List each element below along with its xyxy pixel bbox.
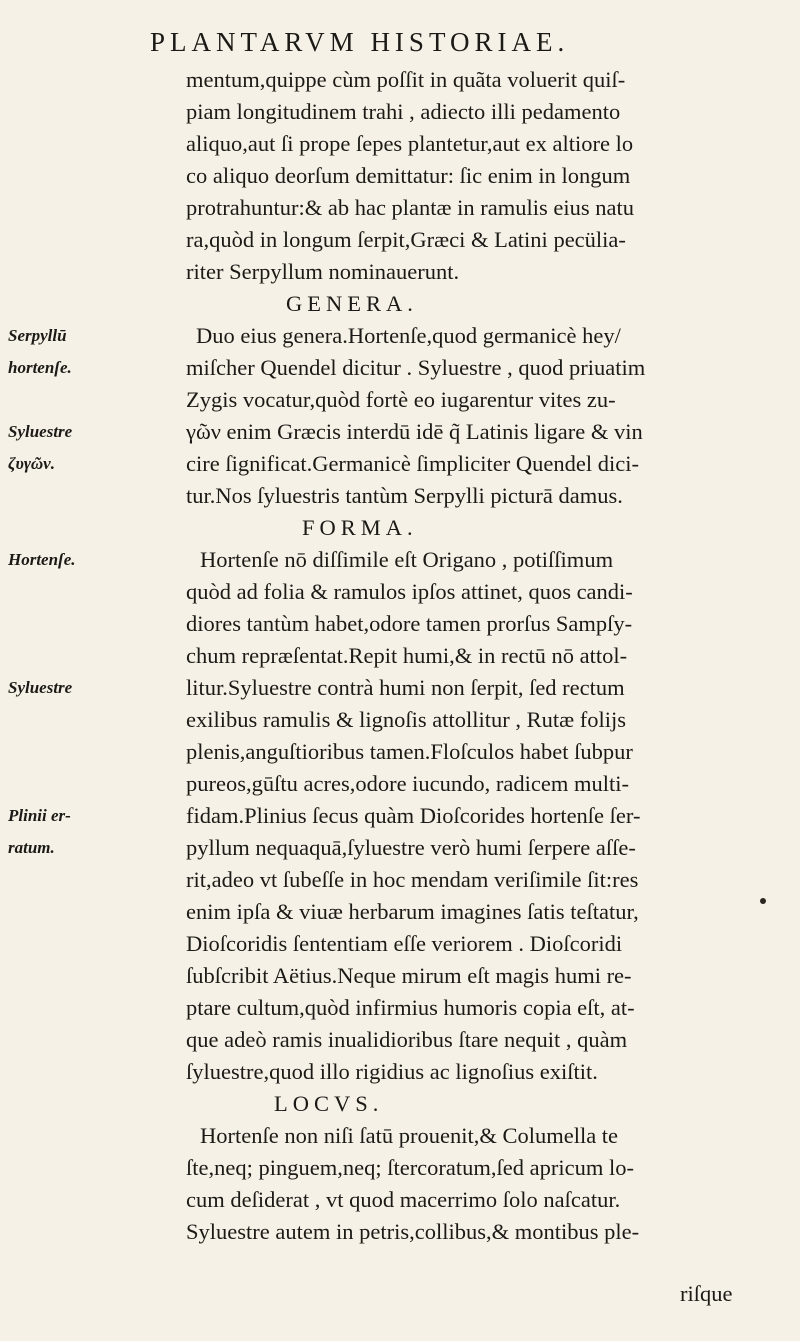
margin-note: ratum. — [8, 838, 55, 857]
margin-note: hortenſe. — [8, 358, 72, 377]
text-line: cire ſignificat.Germanicè ſimpliciter Quendel dici- — [186, 451, 639, 476]
text-line: chum repræſentat.Repit humi,& in rectū nō attol- — [186, 643, 628, 668]
ink-spot-icon — [760, 898, 766, 904]
text-line: Hortenſe non niſi ſatū prouenit,& Columella te — [200, 1123, 619, 1148]
catchword: riſque — [680, 1281, 733, 1306]
text-line: exilibus ramulis & lignoſis attollitur , Rutæ folijs — [186, 707, 627, 732]
running-head: PLANTARVM HISTORIAE. — [150, 27, 570, 57]
text-line: protrahuntur:& ab hac plantæ in ramulis eius natu — [186, 195, 635, 220]
text-line: co aliquo deorſum demittatur: ſic enim in longum — [186, 163, 631, 188]
margin-note: Serpyllū — [8, 326, 67, 345]
text-line: γῶν enim Græcis interdū idē q̃ Latinis ligare & vin — [186, 419, 643, 444]
text-line: ſyluestre,quod illo rigidius ac lignoſius exiſtit. — [186, 1059, 598, 1084]
text-line: ra,quòd in longum ſerpit,Græci & Latini pecülia- — [186, 227, 626, 252]
text-line: Syluestre autem in petris,collibus,& montibus ple- — [186, 1219, 640, 1244]
margin-note: Plinii er- — [8, 806, 71, 825]
margin-note: ζυγῶν. — [8, 454, 55, 473]
text-line: mentum,quippe cùm poſſit in quãta voluerit quiſ- — [186, 67, 626, 92]
text-line: piam longitudinem trahi , adiecto illi pedamento — [186, 99, 621, 124]
text-line: Hortenſe nō diſſimile eſt Origano , potiſſimum — [200, 547, 614, 572]
text-line: enim ipſa & viuæ herbarum imagines ſatis teſtatur, — [186, 899, 639, 924]
text-line: rit,adeo vt ſubeſſe in hoc mendam veriſimile ſit:res — [186, 867, 639, 892]
text-line: fidam.Plinius ſecus quàm Dioſcorides hortenſe ſer- — [186, 803, 641, 828]
text-line: litur.Syluestre contrà humi non ſerpit, ſed rectum — [186, 675, 625, 700]
margin-note: Syluestre — [8, 678, 73, 697]
text-line: ſubſcribit Aëtius.Neque mirum eſt magis humi re- — [186, 963, 632, 988]
margin-note: Syluestre — [8, 422, 73, 441]
text-line: Duo eius genera.Hortenſe,quod germanicè hey/ — [196, 323, 621, 348]
text-line: cum deſiderat , vt quod macerrimo ſolo naſcatur. — [186, 1187, 621, 1212]
margin-note: Hortenſe. — [8, 550, 76, 569]
text-line: miſcher Quendel dicitur . Syluestre , quod priuatim — [186, 355, 646, 380]
text-line: pyllum nequaquā,ſyluestre verò humi ſerpere aſſe- — [186, 835, 636, 860]
text-line: tur.Nos ſyluestris tantùm Serpylli picturā damus. — [186, 483, 623, 508]
text-line: Dioſcoridis ſententiam eſſe veriorem . Dioſcoridi — [186, 931, 623, 956]
text-line: ſte,neq; pinguem,neq; ſtercoratum,ſed apricum lo- — [186, 1155, 634, 1180]
text-line: Zygis vocatur,quòd fortè eo iugarentur vites zu- — [186, 387, 616, 412]
text-line: riter Serpyllum nominauerunt. — [186, 259, 460, 284]
text-line: que adeò ramis inualidioribus ſtare nequit , quàm — [186, 1027, 628, 1052]
text-line: ptare cultum,quòd infirmius humoris copia eſt, at- — [186, 995, 635, 1020]
text-line: pureos,gūſtu acres,odore iucundo, radicem multi- — [186, 771, 629, 796]
section-heading: FORMA. — [302, 515, 418, 540]
text-line: plenis,anguſtioribus tamen.Floſculos habet ſubpur — [186, 739, 633, 764]
text-line: quòd ad folia & ramulos ipſos attinet, quos candi- — [186, 579, 633, 604]
section-heading: LOCVS. — [274, 1091, 384, 1116]
text-line: aliquo,aut ſi prope ſepes plantetur,aut ex altiore lo — [186, 131, 634, 156]
text-line: diores tantùm habet,odore tamen prorſus Sampſy- — [186, 611, 633, 636]
section-heading: GENERA. — [286, 291, 418, 316]
